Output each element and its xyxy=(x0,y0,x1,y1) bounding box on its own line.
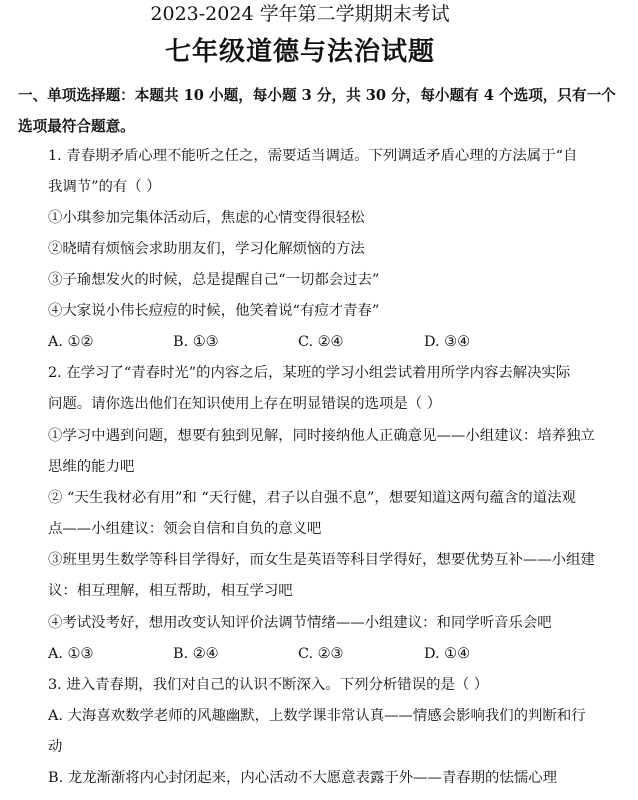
q2-statement-3-line1: ③班里男生数学等科目学得好，而女生是英语等科目学得好，想要优势互补——小组建 xyxy=(48,552,595,568)
q2-statement-2-line2: 点——小组建议：领会自信和自负的意义吧 xyxy=(48,521,322,537)
q2-statement-1-line2: 思维的能力吧 xyxy=(48,459,135,475)
q2-option-d: D. ①④ xyxy=(424,646,470,662)
q2-stem-line1: 2. 在学习了“青春时光”的内容之后，某班的学习小组尝试着用所学内容去解决实际 xyxy=(48,365,571,381)
q1-statement-4: ④大家说小伟长痘痘的时候，他笑着说“有痘才青春” xyxy=(48,303,380,319)
q2-option-a: A. ①③ xyxy=(48,646,94,662)
q3-option-a-line1: A. 大海喜欢数学老师的风趣幽默，上数学课非常认真——情感会影响我们的判断和行 xyxy=(48,708,586,724)
q2-statement-2-line1: ② “天生我材必有用”和 “天行健，君子以自强不息”，想要知道这两句蕴含的道法观 xyxy=(48,490,576,506)
q1-option-a: A. ①② xyxy=(48,334,94,350)
q1-option-d: D. ③④ xyxy=(424,334,470,350)
q2-statement-4-line1: ④考试没考好，想用改变认知评价法调节情绪——小组建议：和同学听音乐会吧 xyxy=(48,615,552,631)
exam-subject-title: 七年级道德与法治试题 xyxy=(164,37,435,67)
section-instruction-line2: 选项最符合题意。 xyxy=(18,118,135,135)
q1-statement-3: ③子瑜想发火的时候，总是提醒自己“一切都会过去” xyxy=(48,272,380,288)
q1-statement-1: ①小琪参加完集体活动后，焦虑的心情变得很轻松 xyxy=(48,210,365,226)
section-instruction-line1: 一、单项选择题：本题共 10 小题，每小题 3 分，共 30 分，每小题有 4 个选项，只有一个 xyxy=(18,87,616,104)
q1-statement-2: ②晓晴有烦恼会求助朋友们，学习化解烦恼的方法 xyxy=(48,241,365,257)
q3-option-b-line1: B. 龙龙渐渐将内心封闭起来，内心活动不大愿意表露于外——青春期的怯懦心理 xyxy=(48,770,558,786)
q2-statement-1-line1: ①学习中遇到问题，想要有独到见解，同时接纳他人正确意见——小组建议：培养独立 xyxy=(48,428,595,444)
q2-stem-line2: 问题。请你选出他们在知识使用上存在明显错误的选项是（ ） xyxy=(48,396,442,412)
q2-option-b: B. ②④ xyxy=(173,646,219,662)
q1-stem-line1: 1. 青春期矛盾心理不能听之任之，需要适当调适。下列调适矛盾心理的方法属于“自 xyxy=(48,148,578,164)
q1-option-c: C. ②④ xyxy=(298,334,344,350)
q1-stem-line2: 我调节”的有（ ） xyxy=(48,179,161,195)
q2-statement-3-line2: 议：相互理解，相互帮助，相互学习吧 xyxy=(48,583,293,599)
q3-stem: 3. 进入青春期，我们对自己的认识不断深入。下列分析错误的是（ ） xyxy=(48,677,489,693)
q3-option-a-line2: 动 xyxy=(48,739,63,755)
q1-option-b: B. ①③ xyxy=(173,334,219,350)
exam-year-title: 2023-2024 学年第二学期期末考试 xyxy=(150,3,450,25)
q2-option-c: C. ②③ xyxy=(298,646,344,662)
